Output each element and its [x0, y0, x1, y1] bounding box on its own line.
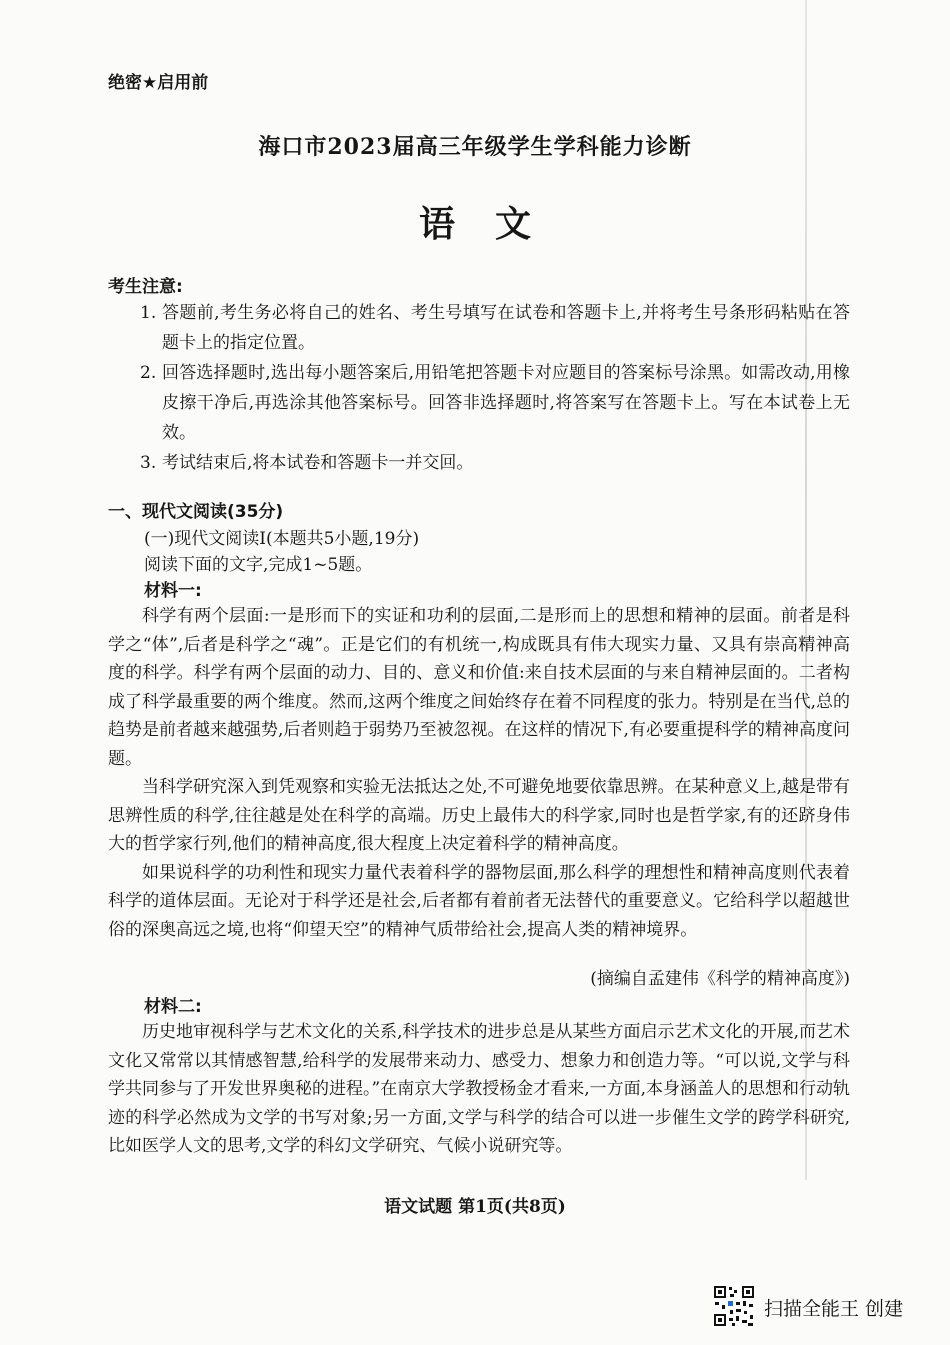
page-footer: 语文试题 第1页(共8页): [384, 1197, 566, 1217]
notice-item: [140, 298, 850, 358]
notice-list: [140, 298, 850, 478]
material-one-paragraph: 如果说科学的功利性和现实力量代表着科学的器物层面,那么科学的理想性和精神高度则代表着科学的道体层面。无论对于科学还是社会,后者都有着前者无法替代的重要意义。它给科学以超越世俗的深奥高远之境,也将“仰望天空”的精神气质带给社会,提高人类的精神境界。: [108, 862, 850, 940]
material-one-source: (摘编自孟建伟《科学的精神高度》): [590, 969, 850, 989]
material-one-body: [108, 602, 850, 944]
material-two-paragraph: 历史地审视科学与艺术文化的关系,科学技术的进步总是从某些方面启示艺术文化的开展,而艺术文化又常常以其情感智慧,给科学的发展带来动力、感受力、想象力和创造力等。“可以说,文学与科学共同参与了开发世界奥秘的进程。”在南京大学教授杨金才看来,一方面,本身涵盖人的思想和行动轨迹的科学必然成为文学的书写对象;另一方面,文学与科学的结合可以进一步催生文学的跨学科研究,比如医学人文的思考,文学的科幻文学研究、气候小说研究等。: [108, 1022, 850, 1156]
reading-instruction: 阅读下面的文字,完成1~5题。: [144, 555, 373, 575]
notice-heading: 考生注意:: [108, 277, 183, 297]
material-one-paragraph: 当科学研究深入到凭观察和实验无法抵达之处,不可避免地要依靠思辨。在某种意义上,越是带有思辨性质的科学,往往越是处在科学的高端。历史上最伟大的科学家,同时也是哲学家,有的还跻身伟大的哲学家行列,他们的精神高度,很大程度上决定着科学的精神高度。: [108, 777, 850, 854]
material-one-label: 材料一:: [144, 581, 202, 601]
scanner-watermark: 扫描全能王 创建: [764, 1298, 904, 1320]
section-title: 一、现代文阅读(35分): [108, 502, 284, 522]
notice-item-number: 3.: [140, 453, 157, 473]
notice-item-text: 答题前,考生务必将自己的姓名、考生号填写在试卷和答题卡上,并将考生号条形码粘贴在答题卡上的指定位置。: [162, 303, 850, 353]
material-one-paragraph: 科学有两个层面:一是形而下的实证和功利的层面,二是形而上的思想和精神的层面。前者是科学之“体”,后者是科学之“魂”。正是它们的有机统一,构成既具有伟大现实力量、又具有崇高精神高度的科学。科学有两个层面的动力、目的、意义和价值:来自技术层面的与来自精神层面的。二者构成了科学最重要的两个维度。然而,这两个维度之间始终存在着不同程度的张力。特别是在当代,总的趋势是前者越来越强势,后者则趋于弱势乃至被忽视。在这样的情况下,有必要重提科学的精神高度问题。: [108, 606, 850, 769]
notice-item-number: 2.: [140, 363, 157, 383]
notice-item: [140, 448, 850, 478]
material-two-body: [108, 1018, 850, 1161]
notice-item-text: 回答选择题时,选出每小题答案后,用铅笔把答题卡对应题目的答案标号涂黑。如需改动,用橡皮擦干净后,再选涂其他答案标号。回答非选择题时,将答案写在答题卡上。写在本试卷上无效。: [162, 363, 850, 443]
notice-item-number: 1.: [140, 303, 157, 323]
scan-fold-line: [805, 0, 807, 1180]
exam-title: 海口市2023届高三年级学生学科能力诊断: [258, 134, 692, 160]
secret-label: 绝密★启用前: [108, 73, 209, 93]
subject-title: 语文: [418, 204, 571, 245]
notice-item: [140, 358, 850, 448]
qr-code-icon: [712, 1284, 756, 1328]
material-two-label: 材料二:: [144, 997, 202, 1017]
notice-item-text: 考试结束后,将本试卷和答题卡一并交回。: [162, 453, 474, 473]
subsection-title: (一)现代文阅读Ⅰ(本题共5小题,19分): [144, 529, 420, 549]
